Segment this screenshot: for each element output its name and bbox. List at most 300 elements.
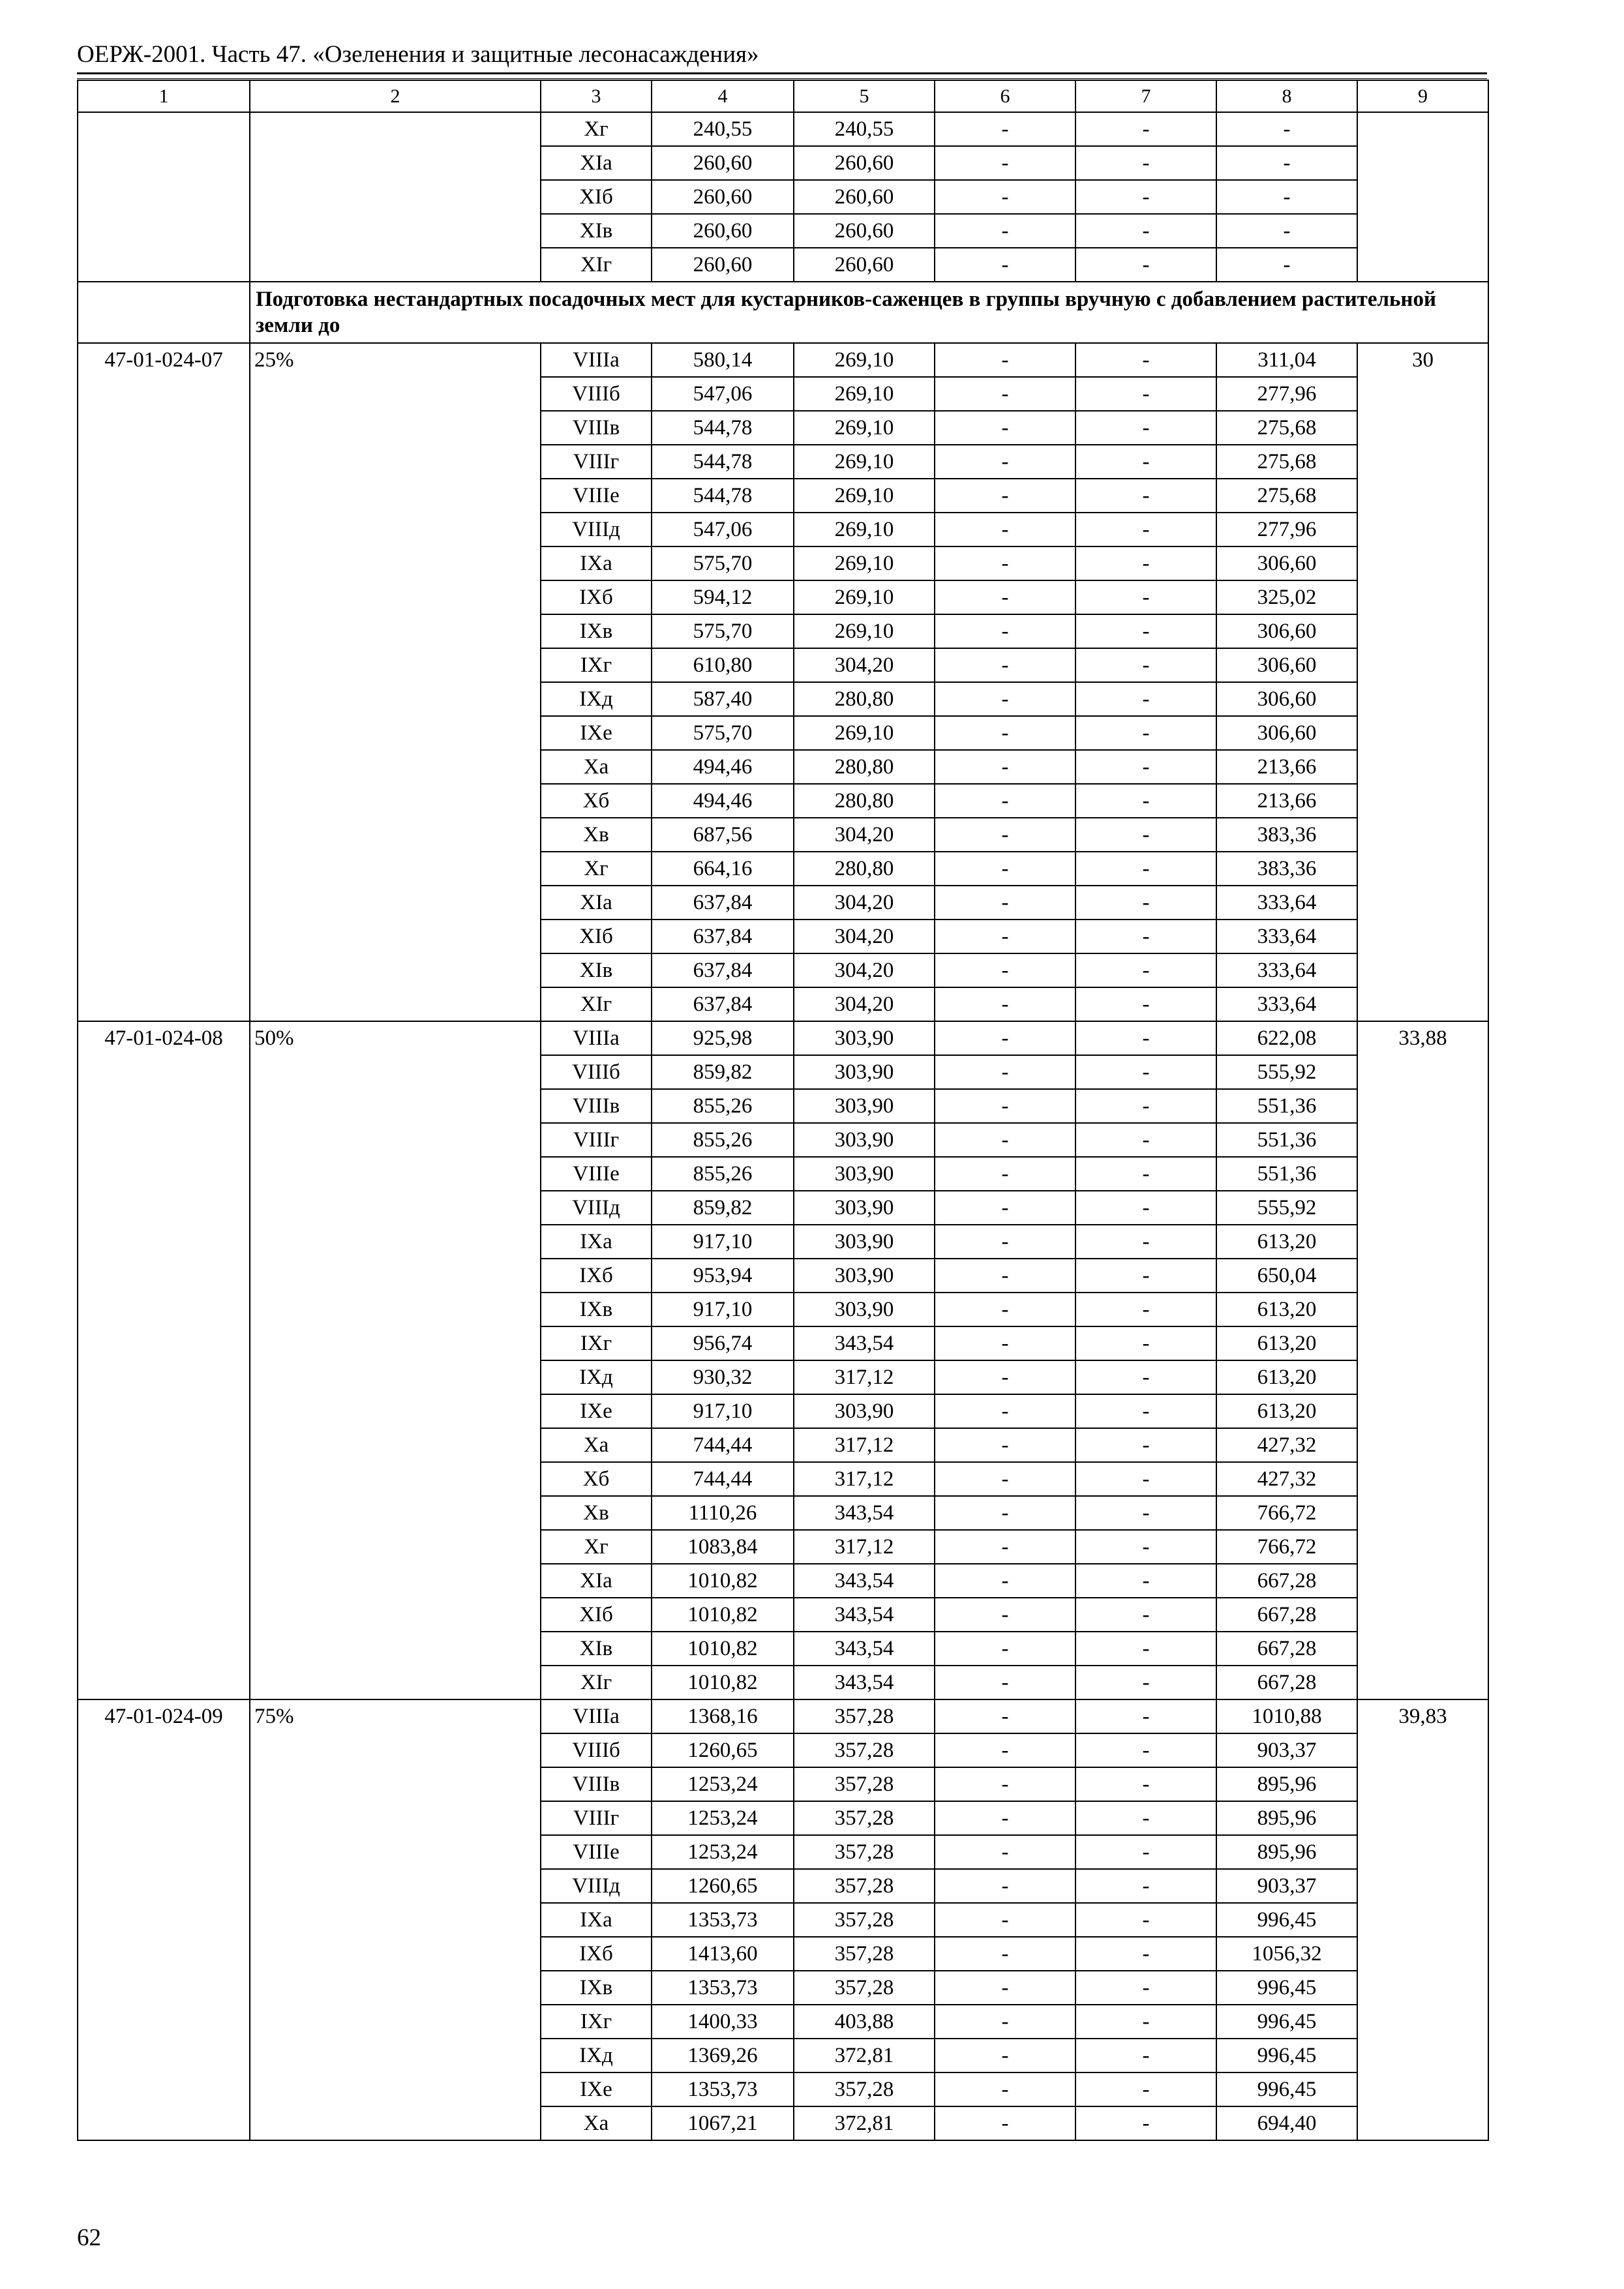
machine-costs-cell: - [935, 1496, 1075, 1530]
machine-costs-cell: - [935, 1428, 1075, 1462]
direct-costs-cell: 594,12 [652, 580, 794, 614]
resource-class-cell: IХе [541, 2072, 652, 2106]
page-number: 62 [77, 2224, 101, 2251]
machine-costs-cell: - [935, 1191, 1075, 1225]
labor-wages-cell: 303,90 [794, 1191, 935, 1225]
header-rule [77, 72, 1487, 74]
materials-cell: 667,28 [1216, 1632, 1357, 1666]
column-number: 5 [794, 80, 935, 112]
machine-wages-cell: - [1075, 1733, 1216, 1767]
machine-wages-cell: - [1075, 886, 1216, 920]
direct-costs-cell: 260,60 [652, 214, 794, 248]
rate-name: 75% [250, 1699, 541, 2140]
materials-cell: 306,60 [1216, 546, 1357, 580]
resource-class-cell: IХб [541, 1259, 652, 1293]
labor-wages-cell: 269,10 [794, 513, 935, 546]
materials-cell: 996,45 [1216, 2039, 1357, 2072]
rate-code: 47-01-024-07 [78, 343, 250, 1021]
resource-class-cell: Ха [541, 750, 652, 784]
labor-wages-cell: 260,60 [794, 248, 935, 282]
machine-costs-cell: - [935, 1869, 1075, 1903]
machine-wages-cell: - [1075, 2005, 1216, 2039]
labor-wages-cell: 357,28 [794, 1971, 935, 2005]
machine-costs-cell: - [935, 1801, 1075, 1835]
direct-costs-cell: 664,16 [652, 852, 794, 886]
resource-class-cell: ХIв [541, 953, 652, 987]
labor-wages-cell: 403,88 [794, 2005, 935, 2039]
labor-wages-cell: 357,28 [794, 1699, 935, 1733]
direct-costs-cell: 544,78 [652, 411, 794, 445]
materials-cell: 325,02 [1216, 580, 1357, 614]
machine-costs-cell: - [935, 1021, 1075, 1055]
resource-class-cell: Хг [541, 1530, 652, 1564]
materials-cell: 613,20 [1216, 1225, 1357, 1259]
direct-costs-cell: 260,60 [652, 146, 794, 180]
machine-wages-cell: - [1075, 411, 1216, 445]
machine-wages-cell: - [1075, 682, 1216, 716]
machine-wages-cell: - [1075, 1293, 1216, 1326]
direct-costs-cell: 1010,82 [652, 1632, 794, 1666]
materials-cell: 667,28 [1216, 1666, 1357, 1699]
labor-wages-cell: 317,12 [794, 1428, 935, 1462]
materials-cell: 427,32 [1216, 1428, 1357, 1462]
section-title: Подготовка нестандартных посадочных мест для кустарников-саженцев в группы вручную с добавлением растительной земли до [250, 282, 1488, 343]
machine-costs-cell: - [935, 1767, 1075, 1801]
machine-costs-cell: - [935, 1055, 1075, 1089]
resource-class-cell: ХIа [541, 1564, 652, 1598]
direct-costs-cell: 917,10 [652, 1394, 794, 1428]
machine-wages-cell: - [1075, 1564, 1216, 1598]
direct-costs-cell: 637,84 [652, 987, 794, 1021]
resource-class-cell: VIIIв [541, 411, 652, 445]
materials-cell: 694,40 [1216, 2106, 1357, 2140]
machine-costs-cell: - [935, 614, 1075, 648]
direct-costs-cell: 1010,82 [652, 1564, 794, 1598]
labor-wages-cell: 303,90 [794, 1225, 935, 1259]
machine-wages-cell: - [1075, 1835, 1216, 1869]
resource-class-cell: VIIIд [541, 1191, 652, 1225]
materials-cell: 996,45 [1216, 2005, 1357, 2039]
machine-wages-cell: - [1075, 716, 1216, 750]
column-number: 3 [541, 80, 652, 112]
machine-costs-cell: - [935, 479, 1075, 513]
machine-costs-cell: - [935, 716, 1075, 750]
resource-class-cell: ХIа [541, 886, 652, 920]
direct-costs-cell: 575,70 [652, 546, 794, 580]
direct-costs-cell: 544,78 [652, 445, 794, 479]
labor-wages-cell: 303,90 [794, 1293, 935, 1326]
direct-costs-cell: 855,26 [652, 1089, 794, 1123]
table-row [78, 343, 1488, 377]
section-row [78, 282, 1488, 343]
machine-wages-cell: - [1075, 784, 1216, 818]
direct-costs-cell: 1067,21 [652, 2106, 794, 2140]
direct-costs-cell: 1353,73 [652, 2072, 794, 2106]
machine-costs-cell: - [935, 2072, 1075, 2106]
column-number: 7 [1075, 80, 1216, 112]
direct-costs-cell: 953,94 [652, 1259, 794, 1293]
direct-costs-cell: 1260,65 [652, 1733, 794, 1767]
labor-wages-cell: 269,10 [794, 614, 935, 648]
labor-wages-cell: 357,28 [794, 1767, 935, 1801]
machine-wages-cell: - [1075, 648, 1216, 682]
direct-costs-cell: 637,84 [652, 920, 794, 953]
machine-costs-cell: - [935, 112, 1075, 146]
materials-cell: 383,36 [1216, 818, 1357, 852]
direct-costs-cell: 956,74 [652, 1326, 794, 1360]
machine-wages-cell: - [1075, 248, 1216, 282]
table-row [78, 1021, 1488, 1055]
labor-wages-cell: 343,54 [794, 1632, 935, 1666]
machine-costs-cell: - [935, 1564, 1075, 1598]
resource-class-cell: VIIIг [541, 1801, 652, 1835]
materials-cell: 333,64 [1216, 953, 1357, 987]
resource-class-cell: IХд [541, 682, 652, 716]
labor-wages-cell: 260,60 [794, 214, 935, 248]
direct-costs-cell: 610,80 [652, 648, 794, 682]
materials-cell: 427,32 [1216, 1462, 1357, 1496]
resource-class-cell: Ха [541, 1428, 652, 1462]
direct-costs-cell: 1010,82 [652, 1598, 794, 1632]
labor-wages-cell: 357,28 [794, 1835, 935, 1869]
materials-cell: 383,36 [1216, 852, 1357, 886]
machine-wages-cell: - [1075, 1632, 1216, 1666]
machine-wages-cell: - [1075, 146, 1216, 180]
materials-cell: 333,64 [1216, 987, 1357, 1021]
materials-cell: - [1216, 214, 1357, 248]
resource-class-cell: IХд [541, 2039, 652, 2072]
direct-costs-cell: 1083,84 [652, 1530, 794, 1564]
materials-cell: 306,60 [1216, 614, 1357, 648]
materials-cell: 895,96 [1216, 1767, 1357, 1801]
labor-wages-cell: 303,90 [794, 1089, 935, 1123]
labor-wages-cell: 269,10 [794, 411, 935, 445]
materials-cell: 667,28 [1216, 1564, 1357, 1598]
norm-cell-empty [1357, 112, 1488, 282]
direct-costs-cell: 1010,82 [652, 1666, 794, 1699]
labor-wages-cell: 304,20 [794, 920, 935, 953]
machine-costs-cell: - [935, 146, 1075, 180]
materials-cell: 311,04 [1216, 343, 1357, 377]
machine-wages-cell: - [1075, 852, 1216, 886]
rate-name: 25% [250, 343, 541, 1021]
rate-name: 50% [250, 1021, 541, 1699]
materials-cell: 996,45 [1216, 2072, 1357, 2106]
machine-wages-cell: - [1075, 920, 1216, 953]
column-number: 2 [250, 80, 541, 112]
resource-class-cell: IХв [541, 614, 652, 648]
machine-costs-cell: - [935, 1598, 1075, 1632]
materials-cell: 622,08 [1216, 1021, 1357, 1055]
resource-class-cell: VIIIе [541, 1157, 652, 1191]
header-rule-thin [77, 78, 1487, 79]
machine-costs-cell: - [935, 1293, 1075, 1326]
direct-costs-cell: 260,60 [652, 248, 794, 282]
machine-costs-cell: - [935, 1259, 1075, 1293]
machine-costs-cell: - [935, 784, 1075, 818]
resource-class-cell: IХа [541, 1903, 652, 1937]
machine-costs-cell: - [935, 1089, 1075, 1123]
direct-costs-cell: 687,56 [652, 818, 794, 852]
machine-costs-cell: - [935, 445, 1075, 479]
materials-cell: 277,96 [1216, 377, 1357, 411]
materials-cell: 213,66 [1216, 750, 1357, 784]
machine-wages-cell: - [1075, 1530, 1216, 1564]
machine-costs-cell: - [935, 682, 1075, 716]
labor-wages-cell: 303,90 [794, 1021, 935, 1055]
machine-wages-cell: - [1075, 513, 1216, 546]
resource-class-cell: IХг [541, 2005, 652, 2039]
machine-costs-cell: - [935, 1835, 1075, 1869]
materials-cell: 306,60 [1216, 682, 1357, 716]
resource-class-cell: VIIIе [541, 1835, 652, 1869]
direct-costs-cell: 1400,33 [652, 2005, 794, 2039]
machine-wages-cell: - [1075, 214, 1216, 248]
table-row [78, 112, 1488, 146]
materials-cell: 895,96 [1216, 1835, 1357, 1869]
direct-costs-cell: 637,84 [652, 886, 794, 920]
direct-costs-cell: 1353,73 [652, 1971, 794, 2005]
labor-wages-cell: 343,54 [794, 1666, 935, 1699]
materials-cell: 1010,88 [1216, 1699, 1357, 1733]
labor-wages-cell: 357,28 [794, 1937, 935, 1971]
labor-norm: 30 [1357, 343, 1488, 1021]
machine-wages-cell: - [1075, 2106, 1216, 2140]
direct-costs-cell: 1253,24 [652, 1835, 794, 1869]
materials-cell: - [1216, 248, 1357, 282]
resource-class-cell: ХIб [541, 180, 652, 214]
machine-costs-cell: - [935, 852, 1075, 886]
machine-wages-cell: - [1075, 1462, 1216, 1496]
direct-costs-cell: 637,84 [652, 953, 794, 987]
direct-costs-cell: 575,70 [652, 614, 794, 648]
labor-wages-cell: 343,54 [794, 1496, 935, 1530]
direct-costs-cell: 859,82 [652, 1055, 794, 1089]
machine-costs-cell: - [935, 2106, 1075, 2140]
resource-class-cell: VIIIб [541, 1055, 652, 1089]
machine-costs-cell: - [935, 1632, 1075, 1666]
machine-costs-cell: - [935, 2039, 1075, 2072]
materials-cell: 555,92 [1216, 1055, 1357, 1089]
code-cell-empty [78, 112, 250, 282]
column-number: 6 [935, 80, 1075, 112]
section-code-empty [78, 282, 250, 343]
column-number-row [78, 80, 1488, 112]
machine-wages-cell: - [1075, 1666, 1216, 1699]
materials-cell: 333,64 [1216, 920, 1357, 953]
machine-costs-cell: - [935, 1157, 1075, 1191]
materials-cell: 996,45 [1216, 1903, 1357, 1937]
materials-cell: 275,68 [1216, 479, 1357, 513]
machine-costs-cell: - [935, 377, 1075, 411]
materials-cell: - [1216, 146, 1357, 180]
machine-wages-cell: - [1075, 1428, 1216, 1462]
resource-class-cell: VIIIг [541, 1123, 652, 1157]
materials-cell: 555,92 [1216, 1191, 1357, 1225]
resource-class-cell: VIIIд [541, 513, 652, 546]
materials-cell: 1056,32 [1216, 1937, 1357, 1971]
materials-cell: 551,36 [1216, 1089, 1357, 1123]
materials-cell: 613,20 [1216, 1326, 1357, 1360]
labor-wages-cell: 269,10 [794, 716, 935, 750]
resource-class-cell: Хб [541, 1462, 652, 1496]
labor-wages-cell: 343,54 [794, 1564, 935, 1598]
materials-cell: 996,45 [1216, 1971, 1357, 2005]
machine-costs-cell: - [935, 886, 1075, 920]
resource-class-cell: VIIIб [541, 1733, 652, 1767]
resource-class-cell: ХIв [541, 214, 652, 248]
resource-class-cell: VIIIв [541, 1767, 652, 1801]
materials-cell: - [1216, 112, 1357, 146]
direct-costs-cell: 1110,26 [652, 1496, 794, 1530]
labor-wages-cell: 269,10 [794, 546, 935, 580]
direct-costs-cell: 917,10 [652, 1225, 794, 1259]
machine-wages-cell: - [1075, 1598, 1216, 1632]
labor-wages-cell: 372,81 [794, 2039, 935, 2072]
labor-wages-cell: 357,28 [794, 1733, 935, 1767]
direct-costs-cell: 547,06 [652, 377, 794, 411]
machine-wages-cell: - [1075, 614, 1216, 648]
direct-costs-cell: 855,26 [652, 1123, 794, 1157]
labor-wages-cell: 317,12 [794, 1530, 935, 1564]
column-number: 8 [1216, 80, 1357, 112]
machine-wages-cell: - [1075, 750, 1216, 784]
labor-wages-cell: 304,20 [794, 953, 935, 987]
direct-costs-cell: 544,78 [652, 479, 794, 513]
machine-wages-cell: - [1075, 1903, 1216, 1937]
labor-wages-cell: 303,90 [794, 1123, 935, 1157]
direct-costs-cell: 930,32 [652, 1360, 794, 1394]
direct-costs-cell: 260,60 [652, 180, 794, 214]
resource-class-cell: VIIIа [541, 1699, 652, 1733]
resource-class-cell: VIIIа [541, 1021, 652, 1055]
labor-wages-cell: 303,90 [794, 1259, 935, 1293]
machine-wages-cell: - [1075, 2072, 1216, 2106]
machine-costs-cell: - [935, 1326, 1075, 1360]
machine-wages-cell: - [1075, 1496, 1216, 1530]
resource-class-cell: Хб [541, 784, 652, 818]
materials-cell: 333,64 [1216, 886, 1357, 920]
resource-class-cell: VIIIг [541, 445, 652, 479]
resource-class-cell: ХIб [541, 1598, 652, 1632]
direct-costs-cell: 575,70 [652, 716, 794, 750]
resource-class-cell: ХIг [541, 248, 652, 282]
materials-cell: 613,20 [1216, 1293, 1357, 1326]
materials-cell: 650,04 [1216, 1259, 1357, 1293]
materials-cell: 903,37 [1216, 1733, 1357, 1767]
machine-wages-cell: - [1075, 1869, 1216, 1903]
page-header-title: ОЕРЖ-2001. Часть 47. «Озеленения и защитные лесонасаждения» [77, 41, 759, 68]
materials-cell: 766,72 [1216, 1530, 1357, 1564]
table-body [78, 80, 1488, 2140]
materials-cell: 895,96 [1216, 1801, 1357, 1835]
resource-class-cell: IХа [541, 1225, 652, 1259]
labor-wages-cell: 304,20 [794, 648, 935, 682]
machine-costs-cell: - [935, 648, 1075, 682]
machine-wages-cell: - [1075, 479, 1216, 513]
machine-wages-cell: - [1075, 1699, 1216, 1733]
resource-class-cell: VIIIд [541, 1869, 652, 1903]
machine-wages-cell: - [1075, 1767, 1216, 1801]
labor-wages-cell: 280,80 [794, 852, 935, 886]
machine-costs-cell: - [935, 411, 1075, 445]
machine-wages-cell: - [1075, 818, 1216, 852]
direct-costs-cell: 494,46 [652, 784, 794, 818]
machine-wages-cell: - [1075, 1089, 1216, 1123]
labor-wages-cell: 260,60 [794, 146, 935, 180]
labor-wages-cell: 280,80 [794, 750, 935, 784]
machine-costs-cell: - [935, 1225, 1075, 1259]
materials-cell: 613,20 [1216, 1360, 1357, 1394]
machine-costs-cell: - [935, 214, 1075, 248]
labor-wages-cell: 280,80 [794, 682, 935, 716]
table-row [78, 1699, 1488, 1733]
machine-costs-cell: - [935, 248, 1075, 282]
materials-cell: 213,66 [1216, 784, 1357, 818]
materials-cell: 667,28 [1216, 1598, 1357, 1632]
machine-costs-cell: - [935, 1699, 1075, 1733]
machine-costs-cell: - [935, 1394, 1075, 1428]
labor-wages-cell: 357,28 [794, 1801, 935, 1835]
column-number: 9 [1357, 80, 1488, 112]
labor-wages-cell: 269,10 [794, 479, 935, 513]
resource-class-cell: IХд [541, 1360, 652, 1394]
machine-wages-cell: - [1075, 953, 1216, 987]
materials-cell: 551,36 [1216, 1157, 1357, 1191]
machine-costs-cell: - [935, 1903, 1075, 1937]
labor-wages-cell: 269,10 [794, 580, 935, 614]
direct-costs-cell: 744,44 [652, 1462, 794, 1496]
column-number: 1 [78, 80, 250, 112]
resource-class-cell: ХIг [541, 1666, 652, 1699]
labor-wages-cell: 372,81 [794, 2106, 935, 2140]
resource-class-cell: IХв [541, 1971, 652, 2005]
machine-costs-cell: - [935, 180, 1075, 214]
materials-cell: 766,72 [1216, 1496, 1357, 1530]
labor-wages-cell: 343,54 [794, 1326, 935, 1360]
machine-costs-cell: - [935, 1530, 1075, 1564]
machine-costs-cell: - [935, 1123, 1075, 1157]
resource-class-cell: ХIа [541, 146, 652, 180]
labor-wages-cell: 357,28 [794, 2072, 935, 2106]
rate-code: 47-01-024-09 [78, 1699, 250, 2140]
direct-costs-cell: 744,44 [652, 1428, 794, 1462]
machine-costs-cell: - [935, 580, 1075, 614]
name-cell-empty [250, 112, 541, 282]
machine-costs-cell: - [935, 920, 1075, 953]
machine-wages-cell: - [1075, 1021, 1216, 1055]
labor-wages-cell: 317,12 [794, 1360, 935, 1394]
materials-cell: 275,68 [1216, 445, 1357, 479]
machine-wages-cell: - [1075, 1326, 1216, 1360]
direct-costs-cell: 587,40 [652, 682, 794, 716]
machine-wages-cell: - [1075, 1971, 1216, 2005]
machine-costs-cell: - [935, 1937, 1075, 1971]
machine-wages-cell: - [1075, 377, 1216, 411]
resource-class-cell: IХг [541, 648, 652, 682]
direct-costs-cell: 580,14 [652, 343, 794, 377]
labor-wages-cell: 269,10 [794, 343, 935, 377]
direct-costs-cell: 1253,24 [652, 1767, 794, 1801]
direct-costs-cell: 1260,65 [652, 1869, 794, 1903]
machine-costs-cell: - [935, 1666, 1075, 1699]
machine-costs-cell: - [935, 546, 1075, 580]
machine-wages-cell: - [1075, 445, 1216, 479]
machine-wages-cell: - [1075, 1394, 1216, 1428]
materials-cell: 306,60 [1216, 648, 1357, 682]
machine-costs-cell: - [935, 750, 1075, 784]
column-number: 4 [652, 80, 794, 112]
